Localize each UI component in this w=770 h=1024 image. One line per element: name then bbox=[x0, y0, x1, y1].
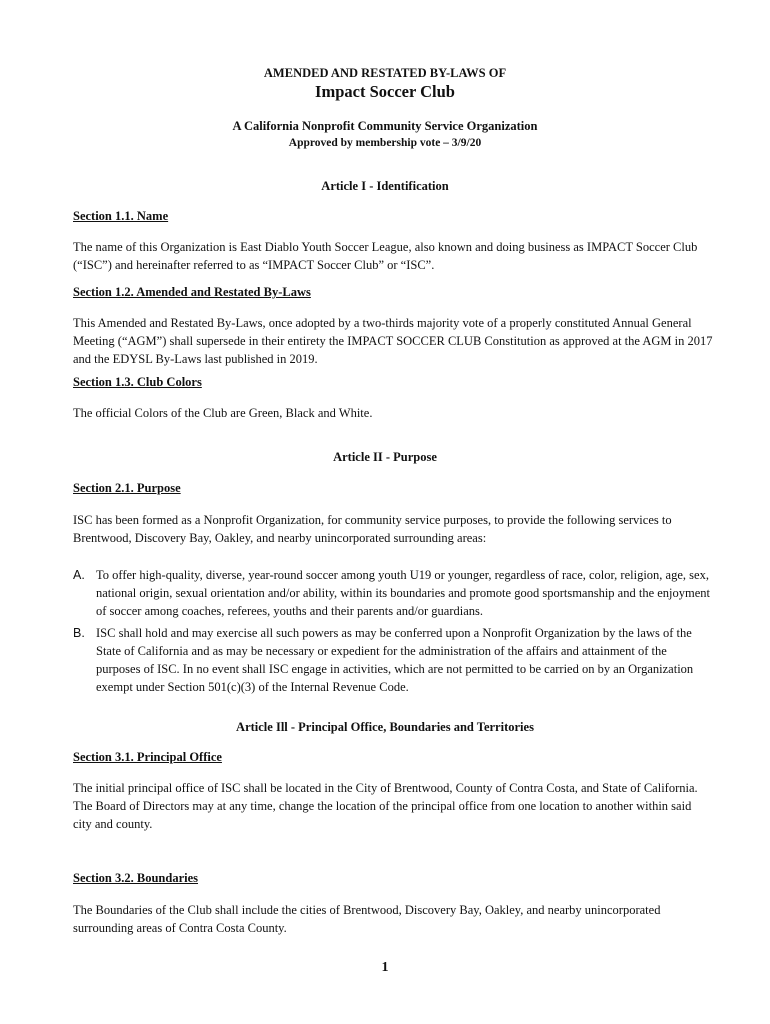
list-item-letter: B. bbox=[73, 626, 85, 640]
section-3-1-heading: Section 3.1. Principal Office bbox=[73, 750, 222, 764]
section-1-3-text: The official Colors of the Club are Green, Black and White. bbox=[73, 406, 373, 420]
section-1-3-heading: Section 1.3. Club Colors bbox=[73, 375, 202, 389]
club-name-title: Impact Soccer Club bbox=[315, 82, 455, 101]
page-number: 1 bbox=[381, 960, 389, 975]
organization-subtitle: A California Nonprofit Community Service Organization bbox=[232, 119, 538, 133]
list-item bbox=[73, 624, 713, 696]
list-item-text: To offer high-quality, diverse, year-round soccer among youth U19 or younger, regardless of race, color, religion, age, sex, national origin, sexual orientation and/or ability, within its boundaries and promote good sportsmanship and the enjoyment of soccer among coaches, referees, youths and their parents and/or guardians. bbox=[96, 568, 711, 618]
section-3-2-heading: Section 3.2. Boundaries bbox=[73, 871, 199, 885]
section-1-2-text: This Amended and Restated By-Laws, once adopted by a two-thirds majority vote of a properly constituted Annual General Meeting (“AGM”) shall supersede in their entirety the IMPACT SOCCER CLUB Constitution as approved at the AGM in 2017 and the EDYSL By-Laws last published in 2019. bbox=[73, 316, 713, 366]
article-1-title: Article I - Identification bbox=[321, 179, 449, 193]
section-3-1-text: The initial principal office of ISC shall be located in the City of Brentwood, County of Contra Costa, and State of California. The Board of Directors may at any time, change the location of the principal office from one location to another within said city and county. bbox=[73, 781, 698, 831]
article-2-title: Article II - Purpose bbox=[333, 450, 437, 464]
section-1-1-text: The name of this Organization is East Diablo Youth Soccer League, also known and doing business as IMPACT Soccer Club (“ISC”) and hereinafter referred to as “IMPACT Soccer Club” or “ISC”. bbox=[73, 240, 698, 272]
section-1-2-heading: Section 1.2. Amended and Restated By-Laws bbox=[73, 285, 311, 299]
article-3-title: Article Ill - Principal Office, Boundaries and Territories bbox=[236, 720, 534, 734]
section-2-1-heading: Section 2.1. Purpose bbox=[73, 481, 181, 495]
section-3-2-text: The Boundaries of the Club shall include the cities of Brentwood, Discovery Bay, Oakley, and nearby unincorporated surrounding areas of Contra Costa County. bbox=[73, 903, 661, 935]
list-item-letter: A. bbox=[73, 568, 85, 582]
section-2-1-text: ISC has been formed as a Nonprofit Organization, for community service purposes, to provide the following services to Brentwood, Discovery Bay, Oakley, and nearby unincorporated surrounding areas: bbox=[73, 513, 672, 545]
list-item-text: ISC shall hold and may exercise all such powers as may be conferred upon a Nonprofit Organization by the laws of the State of California and as may be necessary or expedient for the administration of the affairs and attainment of the purposes of ISC. In no event shall ISC engage in activities, which are not permitted to be carried on by an Organization exempt under Section 501(c)(3) of the Internal Revenue Code. bbox=[96, 626, 694, 694]
bylaws-heading: AMENDED AND RESTATED BY-LAWS OF bbox=[263, 66, 507, 80]
section-1-1-heading: Section 1.1. Name bbox=[73, 209, 169, 223]
list-item bbox=[73, 566, 713, 620]
approval-line: Approved by membership vote – 3/9/20 bbox=[288, 137, 482, 149]
